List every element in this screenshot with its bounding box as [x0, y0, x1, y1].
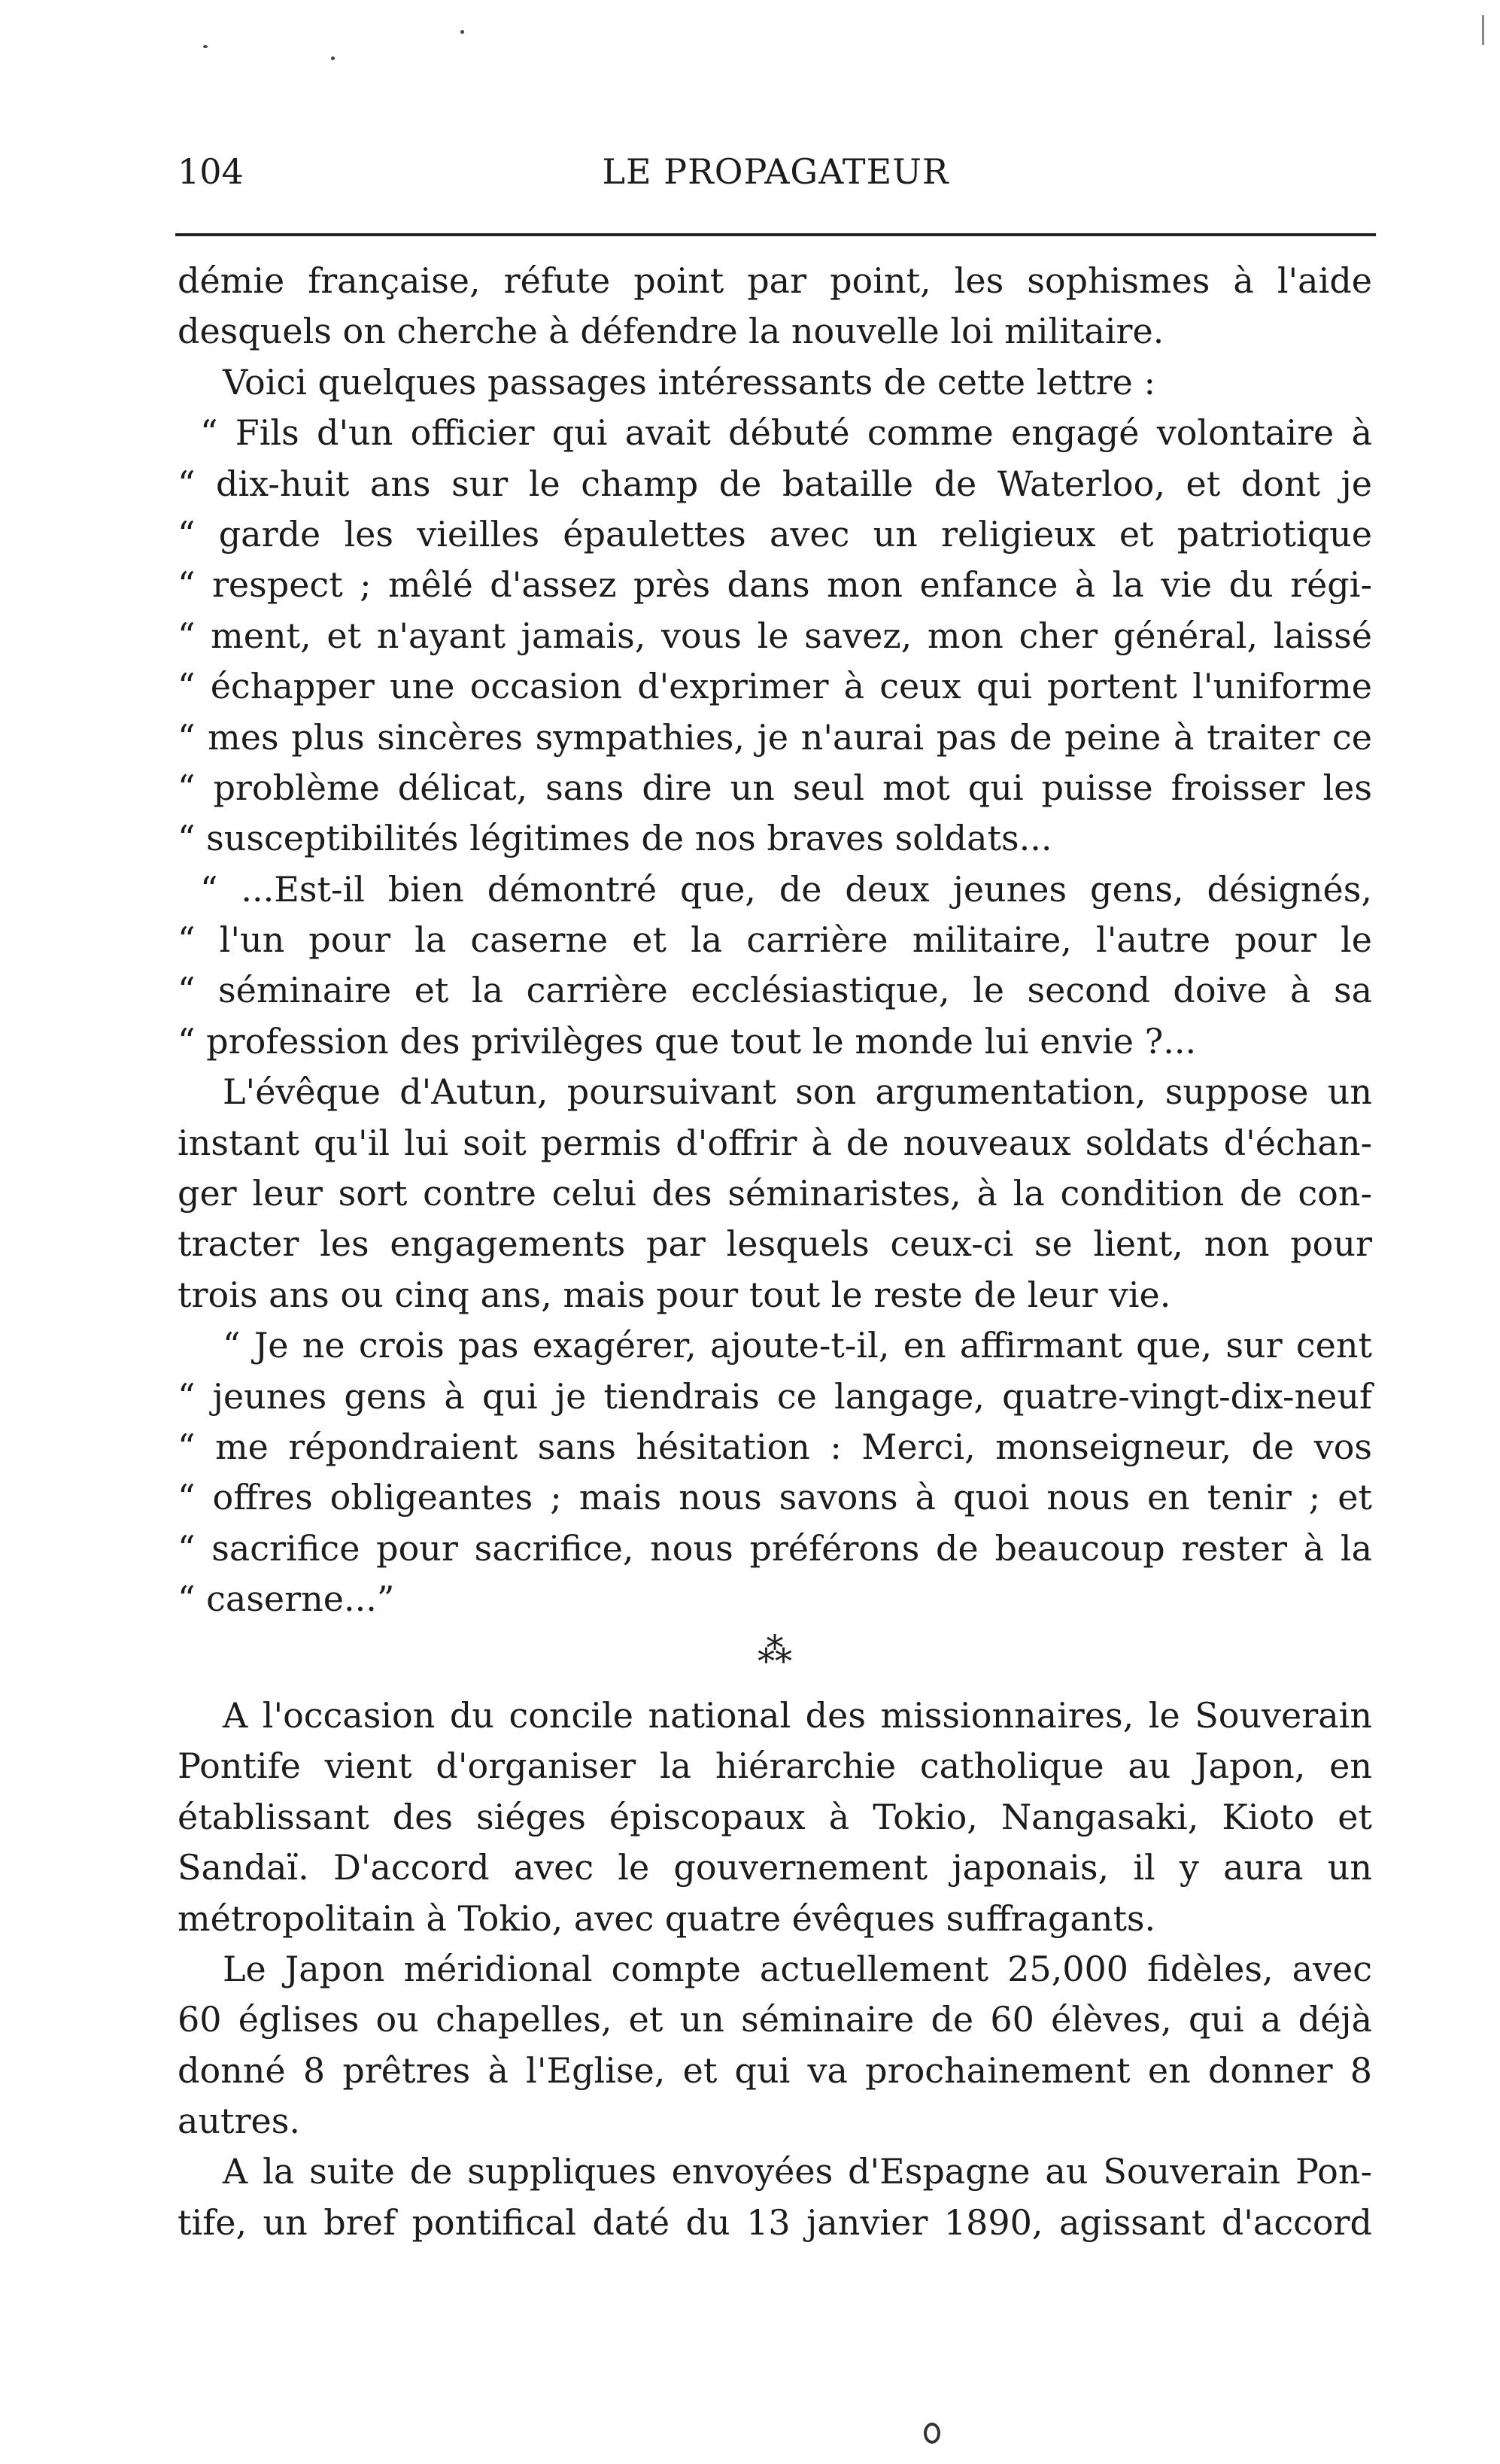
quote-line: “ caserne...”	[178, 1578, 395, 1620]
text-line: Le Japon méridional compte actuellement 25,000 fidèles, avec	[223, 1948, 1372, 1989]
scan-speck	[1482, 15, 1484, 45]
text-line: 60 églises ou chapelles, et un séminaire de 60 élèves, qui a déjà	[178, 1999, 1372, 2040]
scan-speck	[203, 45, 208, 48]
printer-ornament	[924, 2423, 940, 2444]
page-header	[178, 150, 1374, 203]
text-line: tife, un bref pontifical daté du 13 janvier 1890, agissant d'accord	[178, 2201, 1372, 2243]
text-line: trois ans ou cinq ans, mais pour tout le reste de leur vie.	[178, 1274, 1171, 1315]
quote-line: “ Fils d'un officier qui avait débuté comme engagé volontaire à	[200, 412, 1372, 454]
quote-line: “ ...Est-il bien démontré que, de deux jeunes gens, désignés,	[200, 868, 1372, 910]
quote-line: “ ment, et n'ayant jamais, vous le savez, mon cher général, laissé	[178, 615, 1372, 656]
quote-line: “ problème délicat, sans dire un seul mot qui puisse froisser les	[178, 767, 1372, 808]
text-line: établissant des siéges épiscopaux à Tokio, Nangasaki, Kioto et	[178, 1796, 1372, 1837]
scan-speck	[331, 56, 335, 60]
text-line: Pontife vient d'organiser la hiérarchie catholique au Japon, en	[178, 1745, 1372, 1787]
quote-line: “ garde les vieilles épaulettes avec un religieux et patriotique	[178, 513, 1372, 554]
scan-speck	[460, 30, 464, 34]
quote-line: “ offres obligeantes ; mais nous savons à quoi nous en tenir ; et	[178, 1477, 1372, 1518]
quote-line: “ me répondraient sans hésitation : Merci, monseigneur, de vos	[178, 1426, 1372, 1467]
text-line: instant qu'il lui soit permis d'offrir à de nouveaux soldats d'échan-	[178, 1122, 1372, 1163]
text-line: tracter les engagements par lesquels ceux-ci se lient, non pour	[178, 1223, 1372, 1265]
text-line: desquels on cherche à défendre la nouvelle loi militaire.	[178, 311, 1164, 352]
quote-line: “ respect ; mêlé d'assez près dans mon enfance à la vie du régi-	[178, 564, 1372, 606]
quote-line: “ profession des privilèges que tout le monde lui envie ?...	[178, 1020, 1197, 1062]
asterism: ⁂	[758, 1629, 792, 1670]
quote-line: “ dix-huit ans sur le champ de bataille de Waterloo, et dont je	[178, 463, 1372, 504]
header-rule	[175, 233, 1376, 236]
text-line: A l'occasion du concile national des missionnaires, le Souverain	[223, 1694, 1372, 1736]
text-line: Sandaï. D'accord avec le gouvernement japonais, il y aura un	[178, 1847, 1372, 1888]
text-line: ger leur sort contre celui des séminaristes, à la condition de con-	[178, 1173, 1372, 1214]
quote-line: “ jeunes gens à qui je tiendrais ce langage, quatre-vingt-dix-neuf	[178, 1375, 1372, 1417]
quote-line: “ mes plus sincères sympathies, je n'aurai pas de peine à traiter ce	[178, 716, 1372, 758]
text-line: métropolitain à Tokio, avec quatre évêques suffragants.	[178, 1897, 1156, 1939]
quote-line: “ Je ne crois pas exagérer, ajoute-t-il, en affirmant que, sur cent	[223, 1325, 1372, 1366]
text-line: autres.	[178, 2101, 300, 2142]
text-line: démie française, réfute point par point, les sophismes à l'aide	[178, 260, 1372, 301]
quote-line: “ susceptibilités légitimes de nos braves soldats...	[178, 818, 1052, 859]
quote-line: “ séminaire et la carrière ecclésiastique, le second doive à sa	[178, 970, 1372, 1011]
text-line: Voici quelques passages intéressants de cette lettre :	[223, 361, 1156, 403]
quote-line: “ l'un pour la caserne et la carrière militaire, l'autre pour le	[178, 919, 1372, 961]
quote-line: “ échapper une occasion d'exprimer à ceux qui portent l'uniforme	[178, 666, 1372, 707]
body-text	[178, 256, 1372, 2248]
text-line: donné 8 prêtres à l'Eglise, et qui va prochainement en donner 8	[178, 2049, 1372, 2091]
page-number: 104	[178, 151, 244, 192]
text-line: L'évêque d'Autun, poursuivant son argumentation, suppose un	[223, 1071, 1372, 1113]
section-spacer	[178, 1676, 1372, 1691]
running-title: LE PROPAGATEUR	[602, 151, 949, 192]
text-line: A la suite de suppliques envoyées d'Espagne au Souverain Pon-	[223, 2151, 1372, 2192]
quote-line: “ sacrifice pour sacrifice, nous préférons de beaucoup rester à la	[178, 1527, 1372, 1569]
